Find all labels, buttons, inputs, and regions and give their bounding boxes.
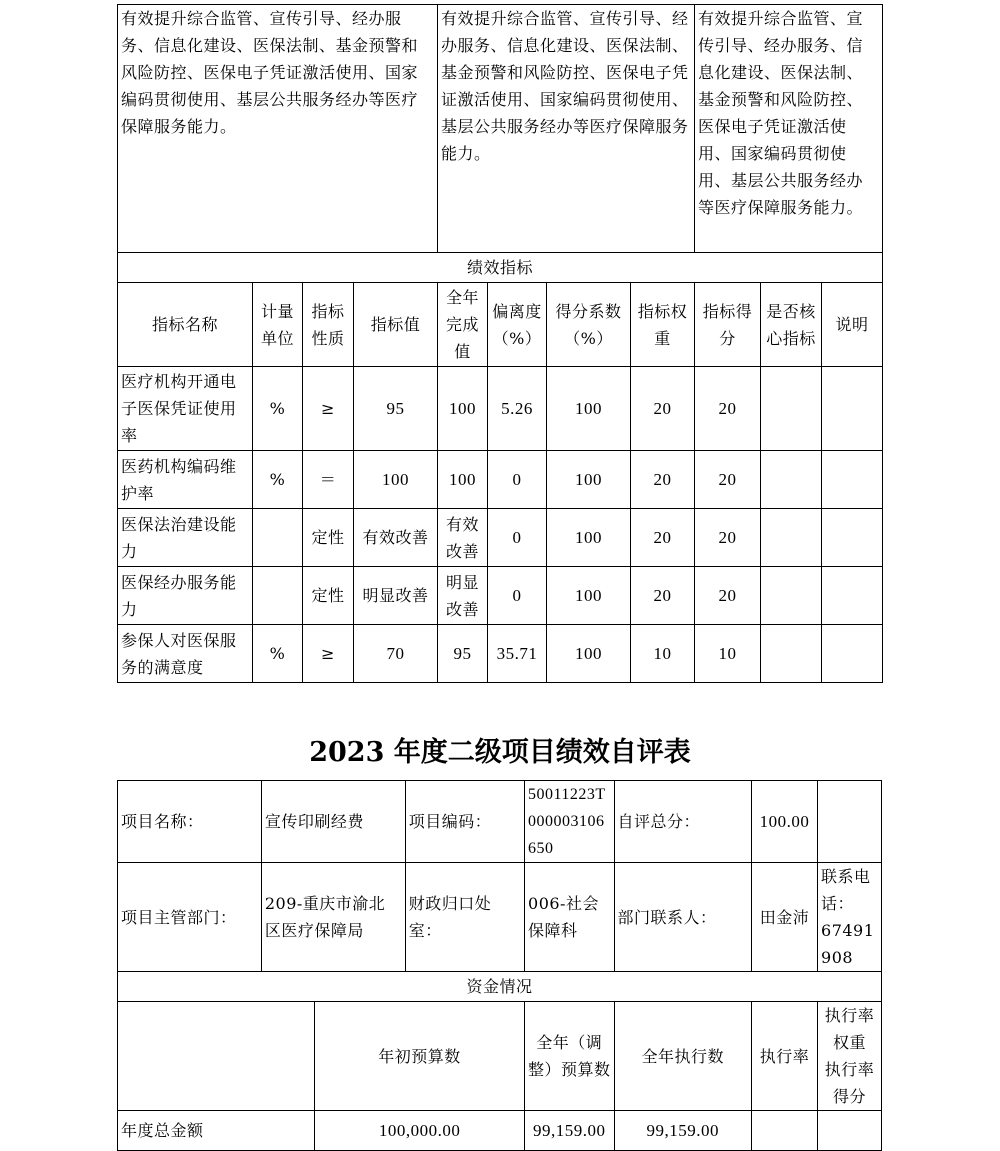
indicator-core [761, 451, 822, 509]
project-code-label: 项目编码： [405, 781, 524, 863]
empty-cell [818, 781, 882, 863]
header-coefficient: 得分系数（%） [547, 283, 631, 367]
indicator-score: 20 [695, 367, 761, 451]
indicator-unit: % [253, 451, 303, 509]
self-score-value: 100.00 [751, 781, 817, 863]
indicator-score: 20 [695, 451, 761, 509]
indicator-target: 95 [354, 367, 438, 451]
project-name-label: 项目名称： [118, 781, 262, 863]
header-target: 指标值 [354, 283, 438, 367]
indicator-target: 明显改善 [354, 567, 438, 625]
indicator-nature: ≥ [303, 625, 354, 683]
header-weight: 指标权重 [631, 283, 695, 367]
table-row [118, 567, 883, 625]
perf-section-title: 绩效指标 [118, 253, 883, 283]
header-rate-weight: 执行率权重 [824, 1006, 875, 1052]
initial-budget-value: 100,000.00 [315, 1111, 525, 1151]
funds-header-row [118, 1002, 882, 1111]
adjusted-budget-value: 99,159.00 [525, 1111, 615, 1151]
indicator-target: 70 [354, 625, 438, 683]
indicator-name: 医疗机构开通电子医保凭证使用率 [118, 367, 253, 451]
indicator-target: 有效改善 [354, 509, 438, 567]
header-core: 是否核心指标 [761, 283, 822, 367]
indicator-nature: ≥ [303, 367, 354, 451]
indicator-core [761, 625, 822, 683]
indicator-name: 参保人对医保服务的满意度 [118, 625, 253, 683]
indicator-weight: 10 [631, 625, 695, 683]
indicator-score: 20 [695, 567, 761, 625]
indicator-deviation: 0 [488, 451, 547, 509]
header-adjusted-budget: 全年（调整）预算数 [525, 1002, 615, 1111]
indicator-note [822, 625, 883, 683]
table-row [118, 451, 883, 509]
table-row [118, 509, 883, 567]
header-initial-budget: 年初预算数 [315, 1002, 525, 1111]
indicator-unit: % [253, 367, 303, 451]
header-unit: 计量单位 [253, 283, 303, 367]
indicator-weight: 20 [631, 367, 695, 451]
indicator-name: 医药机构编码维护率 [118, 451, 253, 509]
header-deviation: 偏离度（%） [488, 283, 547, 367]
total-label: 年度总金额 [118, 1111, 315, 1151]
indicator-core [761, 509, 822, 567]
goal-text-2: 有效提升综合监管、宣传引导、经办服务、信息化建设、医保法制、基金预警和风险防控、医保电子凭证激活使用、国家编码贯彻使用、基层公共服务经办等医疗保障服务能力。 [438, 5, 695, 253]
indicator-weight: 20 [631, 509, 695, 567]
executed-value: 99,159.00 [614, 1111, 751, 1151]
header-indicator-name: 指标名称 [118, 283, 253, 367]
indicator-coefficient: 100 [547, 625, 631, 683]
indicator-note [822, 567, 883, 625]
funds-total-row [118, 1111, 882, 1151]
goal-text-3: 有效提升综合监管、宣传引导、经办服务、信息化建设、医保法制、基金预警和风险防控、医保电子凭证激活使用、国家编码贯彻使用、基层公共服务经办等医疗保障服务能力。 [695, 5, 883, 253]
indicator-deviation: 5.26 [488, 367, 547, 451]
indicator-actual: 有效改善 [438, 509, 488, 567]
dept-value: 209-重庆市渝北区医疗保障局 [261, 863, 405, 972]
indicator-unit [253, 567, 303, 625]
indicator-core [761, 367, 822, 451]
funds-section-title: 资金情况 [118, 972, 882, 1002]
indicator-actual: 明显改善 [438, 567, 488, 625]
indicator-coefficient: 100 [547, 367, 631, 451]
indicator-unit: % [253, 625, 303, 683]
header-actual: 全年完成值 [438, 283, 488, 367]
contact-value: 田金沛 [751, 863, 817, 972]
indicator-target: 100 [354, 451, 438, 509]
indicator-name: 医保经办服务能力 [118, 567, 253, 625]
indicator-coefficient: 100 [547, 451, 631, 509]
funds-header-blank [118, 1002, 315, 1111]
perf-header-row [118, 283, 883, 367]
indicator-weight: 20 [631, 567, 695, 625]
project-name-value: 宣传印刷经费 [261, 781, 405, 863]
project-code-value: 50011223T000003106650 [525, 781, 615, 863]
office-value: 006-社会保障科 [525, 863, 615, 972]
project-info-table [117, 780, 882, 1151]
indicator-deviation: 0 [488, 509, 547, 567]
indicator-note [822, 451, 883, 509]
indicator-score: 10 [695, 625, 761, 683]
performance-table [117, 4, 883, 683]
project-dept-row [118, 863, 882, 972]
indicator-nature: 定性 [303, 509, 354, 567]
indicator-deviation: 0 [488, 567, 547, 625]
header-executed: 全年执行数 [614, 1002, 751, 1111]
indicator-nature: 定性 [303, 567, 354, 625]
indicator-actual: 100 [438, 367, 488, 451]
contact-label: 部门联系人： [614, 863, 751, 972]
indicator-nature: ＝ [303, 451, 354, 509]
indicator-deviation: 35.71 [488, 625, 547, 683]
indicator-weight: 20 [631, 451, 695, 509]
project-name-row [118, 781, 882, 863]
indicator-note [822, 367, 883, 451]
header-score: 指标得分 [695, 283, 761, 367]
indicator-coefficient: 100 [547, 509, 631, 567]
header-rate-weight-score [818, 1002, 882, 1111]
phone-cell [818, 863, 882, 972]
phone-label: 联系电话： [821, 867, 871, 913]
indicator-unit [253, 509, 303, 567]
header-nature: 指标性质 [303, 283, 354, 367]
execution-rate-value [751, 1111, 817, 1151]
header-rate-score: 执行率得分 [824, 1060, 875, 1106]
table-row [118, 625, 883, 683]
dept-label: 项目主管部门： [118, 863, 262, 972]
goals-row [118, 5, 883, 253]
table-row [118, 367, 883, 451]
indicator-coefficient: 100 [547, 567, 631, 625]
page-title: 2023 年度二级项目绩效自评表 [309, 737, 691, 768]
rate-score-value [818, 1111, 882, 1151]
goal-text-1: 有效提升综合监管、宣传引导、经办服务、信息化建设、医保法制、基金预警和风险防控、医保电子凭证激活使用、国家编码贯彻使用、基层公共服务经办等医疗保障服务能力。 [118, 5, 438, 253]
office-label: 财政归口处室： [405, 863, 524, 972]
indicator-core [761, 567, 822, 625]
indicator-name: 医保法治建设能力 [118, 509, 253, 567]
header-note: 说明 [822, 283, 883, 367]
phone-value: 67491908 [821, 921, 875, 967]
indicator-score: 20 [695, 509, 761, 567]
indicator-actual: 100 [438, 451, 488, 509]
indicator-note [822, 509, 883, 567]
self-score-label: 自评总分： [614, 781, 751, 863]
indicator-actual: 95 [438, 625, 488, 683]
header-execution-rate: 执行率 [751, 1002, 817, 1111]
